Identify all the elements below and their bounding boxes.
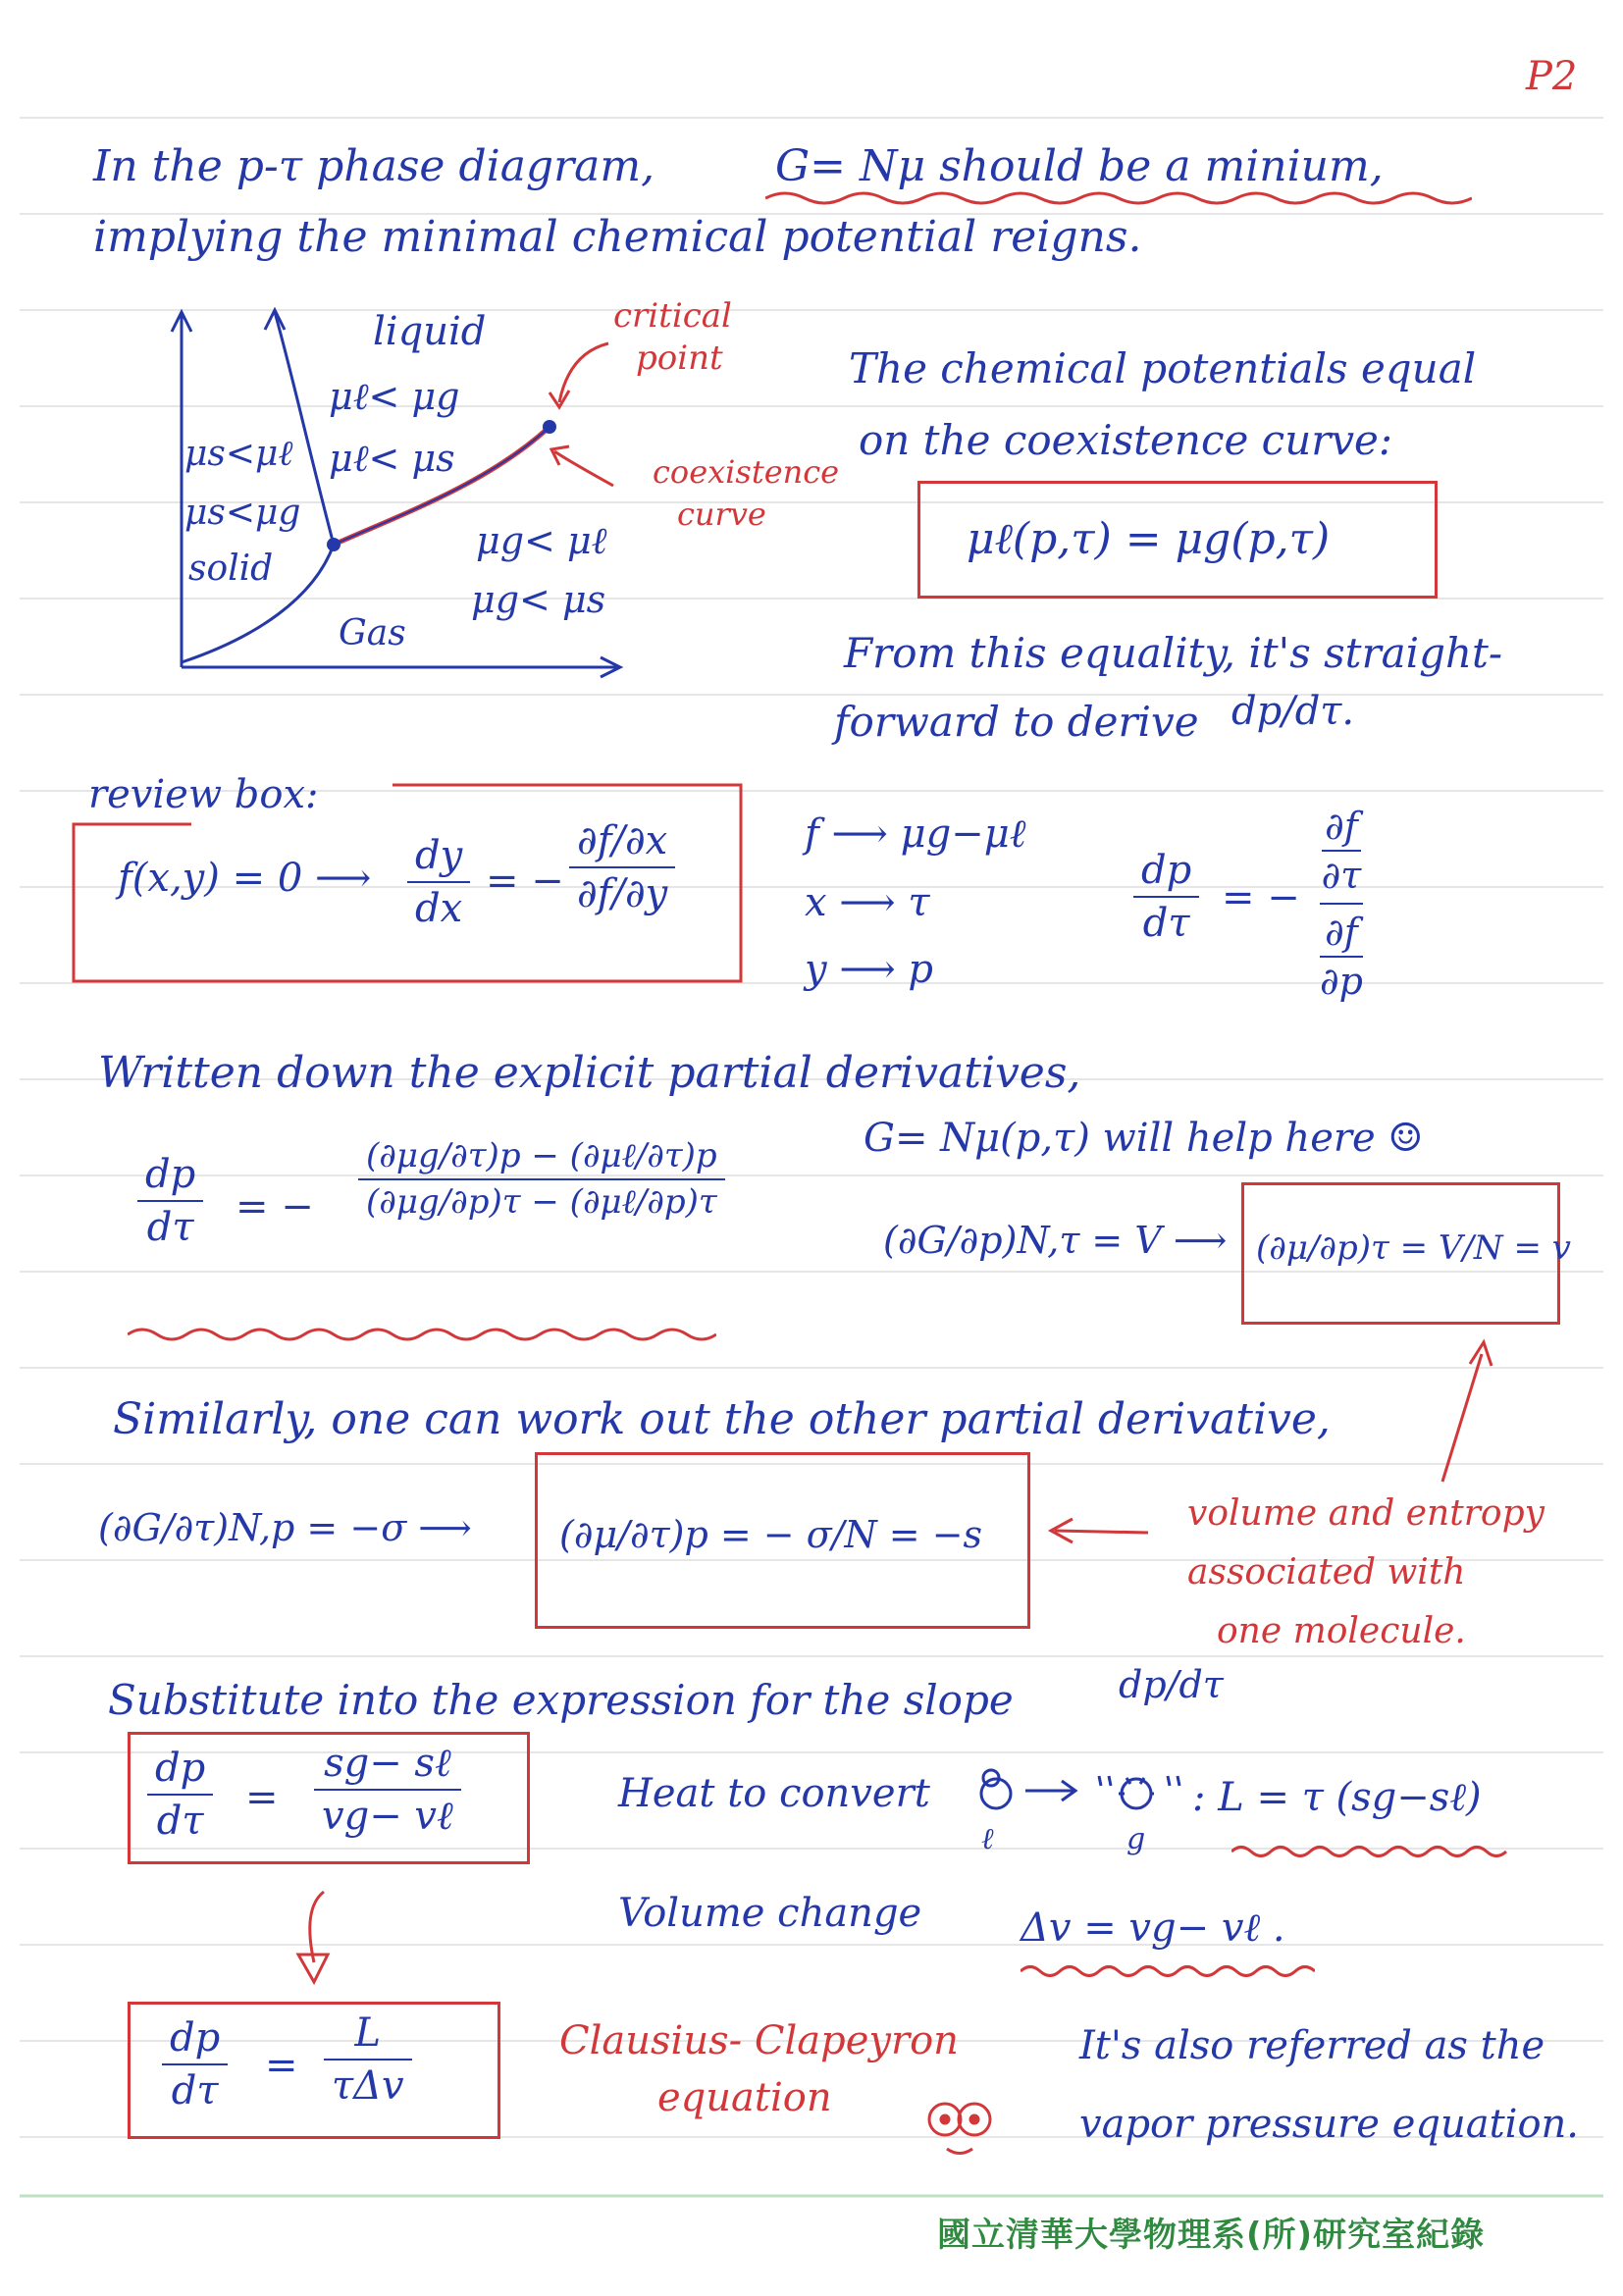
equality-line1: The chemical potentials equal bbox=[849, 344, 1477, 392]
triple-point bbox=[327, 538, 340, 551]
clausius-dp: dp bbox=[170, 2015, 221, 2061]
slope-dtau: dτ bbox=[156, 1799, 204, 1844]
clausius-note-1: It's also referred as the bbox=[1079, 2023, 1545, 2068]
slope-frac bbox=[314, 1742, 461, 1838]
substitute-heading-a: Substitute into the expression for the slope bbox=[108, 1676, 1014, 1724]
equality-line4b: dp/dτ. bbox=[1231, 689, 1355, 734]
review-map1: f ⟶ μg−μℓ bbox=[805, 811, 1026, 857]
review-dx: dx bbox=[415, 886, 463, 931]
volume-label: Volume change bbox=[618, 1891, 922, 1936]
review-dtau: dτ bbox=[1142, 901, 1190, 946]
partials-hint: G= Nμ(p,τ) will help here ☺ bbox=[864, 1116, 1424, 1161]
heat-label: Heat to convert bbox=[618, 1771, 930, 1816]
partials-gibbs-p: (∂G/∂p)N,τ = V ⟶ bbox=[883, 1219, 1228, 1262]
equality-boxed: μℓ(p,τ) = μg(p,τ) bbox=[967, 514, 1331, 564]
review-map3: y ⟶ p bbox=[805, 947, 933, 992]
smiley-icon bbox=[917, 2095, 1006, 2164]
similar-heading: Similarly, one can work out the other partial derivative, bbox=[113, 1394, 1331, 1444]
equality-line4a: forward to derive bbox=[834, 698, 1199, 746]
slope-eq: = bbox=[245, 1775, 279, 1820]
review-label: review box: bbox=[88, 772, 319, 817]
partials-underline bbox=[128, 1325, 716, 1344]
review-dfdx: ∂f/∂x bbox=[577, 818, 668, 863]
label-solid-cond1: μs<μℓ bbox=[184, 434, 293, 474]
review-dfdy: ∂f/∂y bbox=[577, 871, 668, 916]
clausius-eq: = bbox=[265, 2043, 298, 2088]
clausius-equation: equation bbox=[657, 2075, 832, 2120]
partials-heading: Written down the explicit partial derivatives, bbox=[98, 1048, 1081, 1098]
label-gas-cond1: μg< μℓ bbox=[476, 519, 607, 562]
review-map2: x ⟶ τ bbox=[805, 880, 930, 925]
label-gas: Gas bbox=[339, 613, 406, 653]
review-df2: ∂f bbox=[1325, 911, 1358, 954]
similar-note-2: associated with bbox=[1187, 1552, 1466, 1592]
volume-underline bbox=[1021, 1962, 1315, 1980]
partials-denom: (∂μg/∂p)τ − (∂μℓ/∂p)τ bbox=[366, 1182, 717, 1223]
label-liquid-cond2: μℓ< μs bbox=[329, 437, 455, 480]
intro-line1-b: G= Nμ should be a minium, bbox=[775, 141, 1384, 191]
volume-arrow bbox=[1433, 1334, 1501, 1491]
similar-mu-tau: (∂μ/∂τ)p = − σ/N = −s bbox=[559, 1513, 983, 1556]
slope-den: vg− vℓ bbox=[322, 1794, 453, 1839]
label-point: point bbox=[636, 339, 723, 378]
partials-big-frac bbox=[358, 1138, 725, 1222]
similar-gibbs-tau: (∂G/∂τ)N,p = −σ ⟶ bbox=[98, 1506, 472, 1549]
slope-num: sg− sℓ bbox=[324, 1741, 451, 1786]
substitute-heading-b: dp/dτ bbox=[1119, 1663, 1224, 1706]
slope-dp: dp bbox=[155, 1746, 206, 1791]
partials-dp: dp bbox=[145, 1152, 196, 1197]
intro-line2: implying the minimal chemical potential reigns. bbox=[93, 212, 1142, 262]
label-liquid: liquid bbox=[373, 309, 487, 354]
partials-dtau: dτ bbox=[146, 1205, 194, 1250]
slope-dpdtau bbox=[147, 1747, 213, 1843]
review-df: ∂f bbox=[1325, 805, 1358, 848]
clausius-dtau: dτ bbox=[171, 2068, 219, 2113]
volume-formula: Δv = vg− vℓ . bbox=[1021, 1905, 1285, 1951]
label-gas-cond2: μg< μs bbox=[471, 578, 606, 621]
clausius-dpdtau bbox=[162, 2016, 228, 2113]
review-partial-frac bbox=[569, 819, 675, 915]
review-dy: dy bbox=[415, 833, 463, 878]
review-dydx bbox=[407, 834, 470, 930]
clausius-num: L bbox=[354, 2010, 382, 2056]
partials-dpdtau bbox=[137, 1153, 203, 1249]
label-coexistence: coexistence bbox=[653, 453, 840, 491]
entropy-arrow bbox=[1045, 1511, 1153, 1550]
down-arrow bbox=[285, 1884, 343, 1992]
minimum-underline bbox=[765, 188, 1472, 208]
review-nested-frac bbox=[1320, 805, 1363, 1003]
critical-point-dot bbox=[543, 420, 556, 434]
similar-note-3: one molecule. bbox=[1217, 1611, 1466, 1651]
review-dtau2: ∂τ bbox=[1321, 854, 1362, 897]
gas-molecule-icon bbox=[1122, 1779, 1151, 1808]
clausius-frac bbox=[324, 2011, 412, 2108]
heat-from: ℓ bbox=[981, 1822, 994, 1856]
heat-to: g bbox=[1126, 1822, 1146, 1856]
similar-note-1: volume and entropy bbox=[1187, 1493, 1544, 1534]
page-number: P2 bbox=[1526, 54, 1578, 99]
review-lhs: f(x,y) = 0 ⟶ bbox=[118, 856, 372, 901]
partials-numer: (∂μg/∂τ)p − (∂μℓ/∂τ)p bbox=[366, 1136, 717, 1175]
heat-underline bbox=[1231, 1843, 1516, 1860]
equality-line2: on the coexistence curve: bbox=[859, 416, 1393, 464]
notebook-footer: 國立清華大學物理系(所)研究室紀錄 bbox=[937, 2216, 1486, 2255]
review-eq2: = − bbox=[1222, 875, 1300, 920]
review-dp2: ∂p bbox=[1320, 960, 1363, 1003]
equality-line3: From this equality, it's straight- bbox=[844, 629, 1503, 677]
label-critical: critical bbox=[613, 296, 732, 336]
partials-eq: = − bbox=[236, 1184, 314, 1229]
label-curve: curve bbox=[677, 496, 766, 533]
label-liquid-cond1: μℓ< μg bbox=[329, 375, 460, 418]
clausius-note-2: vapor pressure equation. bbox=[1079, 2102, 1580, 2147]
review-dpdtau bbox=[1133, 849, 1199, 945]
clausius-den: τΔv bbox=[332, 2063, 404, 2109]
review-dp: dp bbox=[1141, 848, 1192, 893]
clausius-name: Clausius- Clapeyron bbox=[559, 2018, 959, 2063]
label-solid: solid bbox=[188, 548, 274, 589]
partials-mu-p: (∂μ/∂p)τ = V/N = v bbox=[1256, 1228, 1571, 1268]
heat-formula: : L = τ (sg−sℓ) bbox=[1192, 1775, 1482, 1820]
heat-convert-icons bbox=[971, 1756, 1197, 1825]
label-solid-cond2: μs<μg bbox=[184, 493, 301, 533]
review-eq: = − bbox=[486, 859, 564, 904]
intro-line1-a: In the p-τ phase diagram, bbox=[93, 141, 655, 191]
